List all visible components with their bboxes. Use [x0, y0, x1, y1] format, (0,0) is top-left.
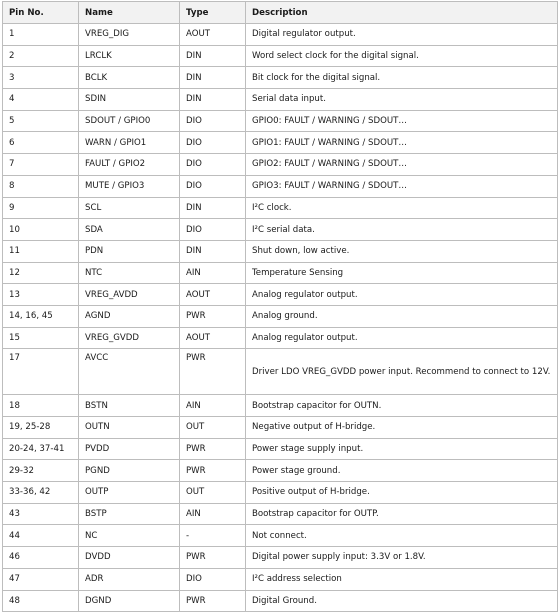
cell-pin: 29-32 [3, 460, 79, 482]
cell-name: MUTE / GPIO3 [79, 175, 180, 197]
cell-description: Not connect. [246, 525, 558, 547]
cell-pin: 3 [3, 67, 79, 89]
table-row [3, 284, 558, 306]
cell-description: Shut down, low active. [246, 240, 558, 262]
cell-type: OUT [180, 417, 246, 439]
cell-description: Analog ground. [246, 305, 558, 327]
table-row [3, 503, 558, 525]
cell-description: GPIO1: FAULT / WARNING / SDOUT… [246, 132, 558, 154]
cell-pin: 15 [3, 327, 79, 349]
table-row [3, 568, 558, 590]
table-row [3, 438, 558, 460]
header-row [3, 2, 558, 24]
cell-description: Negative output of H-bridge. [246, 417, 558, 439]
cell-type: DIO [180, 568, 246, 590]
cell-pin: 18 [3, 395, 79, 417]
cell-type: DIO [180, 132, 246, 154]
cell-pin: 1 [3, 24, 79, 46]
cell-type: AOUT [180, 327, 246, 349]
cell-pin: 8 [3, 175, 79, 197]
table-row [3, 154, 558, 176]
cell-pin: 4 [3, 89, 79, 111]
cell-type: OUT [180, 482, 246, 504]
cell-name: SCL [79, 197, 180, 219]
cell-pin: 14, 16, 45 [3, 305, 79, 327]
cell-pin: 11 [3, 240, 79, 262]
cell-pin: 19, 25-28 [3, 417, 79, 439]
table-row [3, 349, 558, 395]
cell-pin: 48 [3, 590, 79, 612]
cell-description: I²C serial data. [246, 219, 558, 241]
cell-name: DGND [79, 590, 180, 612]
cell-name: SDOUT / GPIO0 [79, 110, 180, 132]
table-row [3, 395, 558, 417]
cell-name: OUTN [79, 417, 180, 439]
cell-name: PVDD [79, 438, 180, 460]
cell-type: DIO [180, 110, 246, 132]
cell-type: DIN [180, 45, 246, 67]
cell-name: VREG_DIG [79, 24, 180, 46]
table-row [3, 417, 558, 439]
table-row [3, 547, 558, 569]
cell-type: DIN [180, 197, 246, 219]
cell-type: DIO [180, 219, 246, 241]
cell-pin: 6 [3, 132, 79, 154]
table-row [3, 110, 558, 132]
cell-type: PWR [180, 305, 246, 327]
table-row [3, 219, 558, 241]
cell-name: WARN / GPIO1 [79, 132, 180, 154]
table-row [3, 327, 558, 349]
cell-pin: 33-36, 42 [3, 482, 79, 504]
cell-pin: 10 [3, 219, 79, 241]
cell-name: AVCC [79, 349, 180, 395]
header-pin-no: Pin No. [3, 2, 79, 24]
cell-pin: 43 [3, 503, 79, 525]
cell-description: I²C address selection [246, 568, 558, 590]
header-description: Description [246, 2, 558, 24]
cell-name: PGND [79, 460, 180, 482]
cell-name: PDN [79, 240, 180, 262]
cell-name: VREG_AVDD [79, 284, 180, 306]
table-row [3, 45, 558, 67]
cell-type: PWR [180, 349, 246, 395]
cell-name: NTC [79, 262, 180, 284]
cell-type: DIN [180, 67, 246, 89]
cell-description: Temperature Sensing [246, 262, 558, 284]
cell-type: PWR [180, 590, 246, 612]
cell-type: DIN [180, 89, 246, 111]
cell-description: Analog regulator output. [246, 284, 558, 306]
cell-pin: 5 [3, 110, 79, 132]
table-row [3, 240, 558, 262]
cell-type: AIN [180, 262, 246, 284]
cell-type: AOUT [180, 24, 246, 46]
cell-name: ADR [79, 568, 180, 590]
cell-description: GPIO0: FAULT / WARNING / SDOUT… [246, 110, 558, 132]
cell-description: I²C clock. [246, 197, 558, 219]
cell-name: NC [79, 525, 180, 547]
cell-description: Bootstrap capacitor for OUTN. [246, 395, 558, 417]
table-row [3, 89, 558, 111]
cell-type: AOUT [180, 284, 246, 306]
cell-description: Positive output of H-bridge. [246, 482, 558, 504]
cell-name: BSTN [79, 395, 180, 417]
cell-type: AIN [180, 395, 246, 417]
cell-type: AIN [180, 503, 246, 525]
cell-name: LRCLK [79, 45, 180, 67]
cell-pin: 7 [3, 154, 79, 176]
cell-pin: 44 [3, 525, 79, 547]
table-row [3, 525, 558, 547]
table-row [3, 132, 558, 154]
table-row [3, 482, 558, 504]
table-row [3, 305, 558, 327]
table-row [3, 262, 558, 284]
cell-pin: 17 [3, 349, 79, 395]
cell-description: GPIO3: FAULT / WARNING / SDOUT… [246, 175, 558, 197]
header-type: Type [180, 2, 246, 24]
cell-pin: 47 [3, 568, 79, 590]
cell-name: BSTP [79, 503, 180, 525]
pin-description-table [2, 1, 558, 612]
cell-type: DIN [180, 240, 246, 262]
table-row [3, 175, 558, 197]
cell-type: DIO [180, 154, 246, 176]
cell-name: AGND [79, 305, 180, 327]
cell-name: FAULT / GPIO2 [79, 154, 180, 176]
cell-description: Bit clock for the digital signal. [246, 67, 558, 89]
cell-pin: 2 [3, 45, 79, 67]
cell-pin: 20-24, 37-41 [3, 438, 79, 460]
cell-description: Serial data input. [246, 89, 558, 111]
cell-name: DVDD [79, 547, 180, 569]
cell-pin: 12 [3, 262, 79, 284]
cell-pin: 46 [3, 547, 79, 569]
cell-name: SDA [79, 219, 180, 241]
cell-description: Digital regulator output. [246, 24, 558, 46]
cell-description: Bootstrap capacitor for OUTP. [246, 503, 558, 525]
cell-type: DIO [180, 175, 246, 197]
cell-description: Word select clock for the digital signal. [246, 45, 558, 67]
table-row [3, 197, 558, 219]
cell-type: PWR [180, 547, 246, 569]
cell-description: GPIO2: FAULT / WARNING / SDOUT… [246, 154, 558, 176]
cell-type: - [180, 525, 246, 547]
table-row [3, 460, 558, 482]
cell-name: BCLK [79, 67, 180, 89]
cell-name: OUTP [79, 482, 180, 504]
header-name: Name [79, 2, 180, 24]
cell-pin: 9 [3, 197, 79, 219]
cell-description: Digital Ground. [246, 590, 558, 612]
cell-name: VREG_GVDD [79, 327, 180, 349]
cell-pin: 13 [3, 284, 79, 306]
cell-description: Power stage ground. [246, 460, 558, 482]
table-row [3, 24, 558, 46]
cell-description: Analog regulator output. [246, 327, 558, 349]
cell-description: Power stage supply input. [246, 438, 558, 460]
cell-type: PWR [180, 438, 246, 460]
cell-name: SDIN [79, 89, 180, 111]
table-row [3, 590, 558, 612]
table-row [3, 67, 558, 89]
cell-type: PWR [180, 460, 246, 482]
cell-description: Digital power supply input: 3.3V or 1.8V. [246, 547, 558, 569]
cell-description: Driver LDO VREG_GVDD power input. Recommend to connect to 12V. [246, 349, 558, 395]
